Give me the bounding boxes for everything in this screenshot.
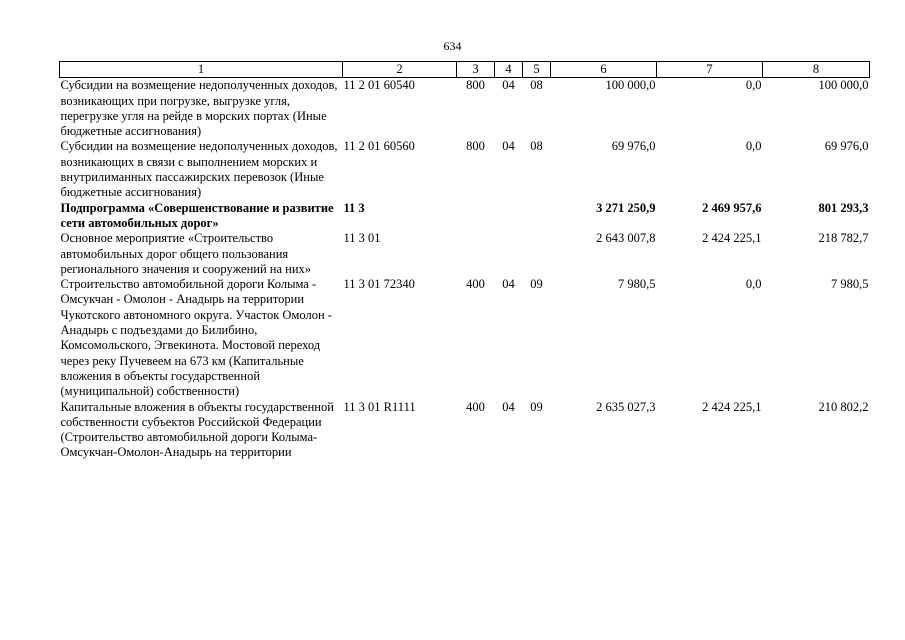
row-code: 11 3 [343,200,365,215]
row-value-regional: 100 000,0 [818,78,869,93]
row-subsection [523,201,551,232]
row-value-regional: 69 976,0 [824,139,869,154]
row-value-total: 2 643 007,8 [596,231,656,246]
row-value-total: 7 980,5 [618,277,656,292]
row-name: Капитальные вложения в объекты государственной собственности субъектов Российской Федерации (Строительство автомобильной дороги Колыма-Омсукчан-Омолон-Анадырь на территории [60,399,334,460]
row-name: Строительство автомобильной дороги Колыма - Омсукчан - Омолон - Анадырь на территории Чукотского автономного округа. Участок Омолон - Анадырь с подъездами до Билибино, Комсомольского, Эгвекинота. Мостовой переход через реку Пучевеем на 673 км (Капитальные вложения в объекты государственной (муниципальной) собственности) [60,277,332,399]
row-value-federal: 2 469 957,6 [702,200,762,215]
row-expense-type: 400 [466,277,485,292]
row-value-total: 2 635 027,3 [596,399,656,414]
row-expense-type: 400 [466,399,485,414]
column-header: 3 [457,62,495,78]
row-name: Основное мероприятие «Строительство автомобильных дорог общего пользования регионального значения и сооружений на них» [60,231,312,276]
row-subsection: 08 [530,139,543,154]
row-section: 04 [502,78,515,93]
row-expense-type [457,201,495,232]
row-value-regional: 218 782,7 [818,231,869,246]
table-body [60,78,870,461]
row-subsection [523,231,551,277]
page-number: 634 [443,39,462,53]
column-header: 4 [495,62,523,78]
row-value-regional: 210 802,2 [818,399,869,414]
row-value-total: 100 000,0 [605,78,656,93]
row-value-regional: 801 293,3 [818,200,869,215]
row-subsection: 08 [530,78,543,93]
row-section: 04 [502,139,515,154]
row-name: Субсидии на возмещение недополученных доходов, возникающих в связи с выполнением морских и внутрилиманных пассажирских перевозок (Иные бюджетные ассигнования) [60,139,338,200]
column-header: 5 [523,62,551,78]
table-row [60,277,870,399]
table-row [60,231,870,277]
row-subsection: 09 [530,399,543,414]
row-expense-type: 800 [466,78,485,93]
row-name: Подпрограмма «Совершенствование и развитие сети автомобильных дорог» [60,200,334,230]
row-code: 11 3 01 [343,231,381,246]
row-code: 11 2 01 60560 [343,139,415,154]
table-row [60,139,870,200]
row-value-total: 69 976,0 [611,139,656,154]
header-row [60,62,870,78]
column-header: 8 [763,62,870,78]
budget-table [59,61,870,461]
row-section: 04 [502,277,515,292]
row-section [495,201,523,232]
row-code: 11 2 01 60540 [343,78,415,93]
table-row [60,201,870,232]
row-expense-type [457,231,495,277]
row-subsection: 09 [530,277,543,292]
table-row [60,400,870,461]
column-header: 1 [60,62,343,78]
row-section: 04 [502,399,515,414]
column-header: 2 [343,62,457,78]
row-section [495,231,523,277]
column-header: 6 [551,62,657,78]
row-value-federal: 0,0 [745,139,762,154]
row-value-federal: 0,0 [745,277,762,292]
row-value-federal: 0,0 [745,78,762,93]
row-code: 11 3 01 72340 [343,277,415,292]
column-header: 7 [657,62,763,78]
row-expense-type: 800 [466,139,485,154]
table-row [60,78,870,140]
row-value-total: 3 271 250,9 [596,200,656,215]
row-name: Субсидии на возмещение недополученных доходов, возникающих при погрузке, выгрузке угля, перегрузке угля на рейде в морских портах (Иные бюджетные ассигнования) [60,78,338,139]
row-value-federal: 2 424 225,1 [702,231,762,246]
row-value-federal: 2 424 225,1 [702,399,762,414]
row-code: 11 3 01 R1111 [343,399,416,414]
row-value-regional: 7 980,5 [831,277,869,292]
